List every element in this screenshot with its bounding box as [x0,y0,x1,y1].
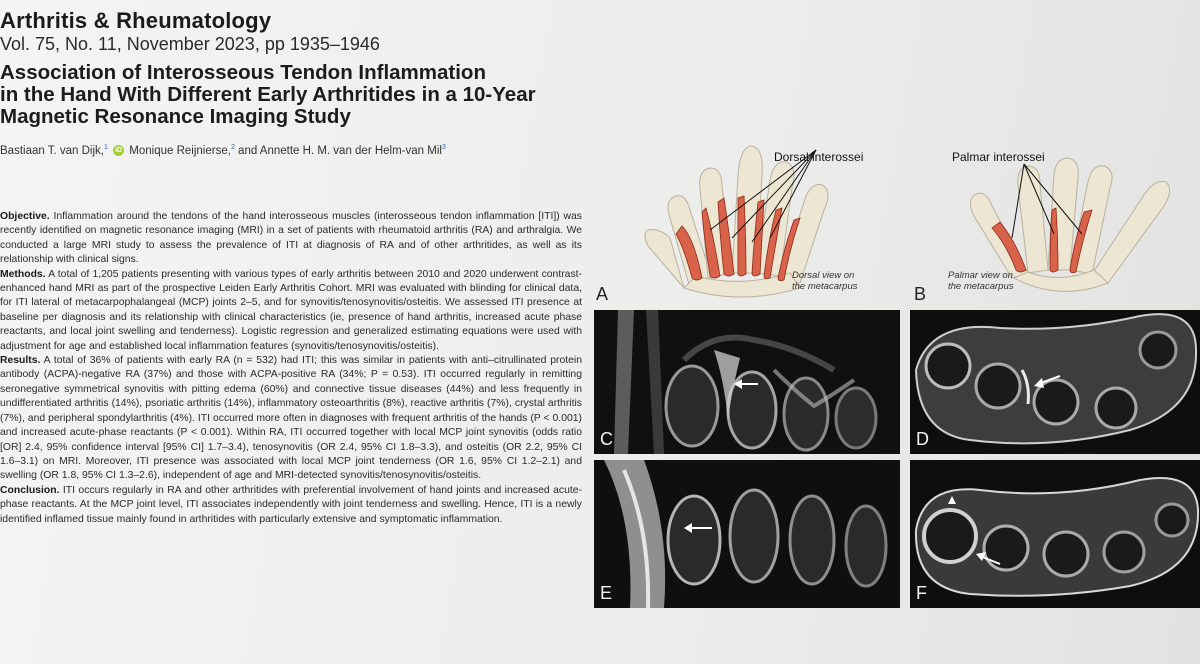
panel-letter-c: C [600,429,613,449]
palmar-interossei-label: Palmar interossei [952,150,1045,164]
panel-letter-d: D [916,429,929,449]
author-name[interactable]: and Annette H. M. van der Helm-van Mil [238,144,442,157]
volume-line: Vol. 75, No. 11, November 2023, pp 1935–1946 [0,34,380,54]
dorsal-interossei-label: Dorsal interossei [774,150,864,164]
objective-text: Inflammation around the tendons of the hand interosseous muscles (interosseous tendon inflammation [ITI]) was recently identified on magnetic resonance imaging (MRI) in a set of patients with rheumatoid arthritis (RA) and arthralgia. We conducted a large MRI study to assess the prevalence of ITI at diagnosis of RA and of other arthritides, as well as its relationship with clinical signs. [0,211,582,266]
figure [592,138,1200,664]
caption-line: Palmar view on [948,270,1013,281]
mri-coronal-image-2 [594,460,900,608]
abstract [0,210,582,527]
caption-line: the metacarpus [948,281,1014,292]
mri-axial-image-2 [910,460,1200,608]
title-line: Association of Interosseous Tendon Inflammation [0,61,486,84]
affiliation-marker: 2 [230,144,235,151]
affiliation-marker: 3 [441,144,446,151]
author-name[interactable]: Bastiaan T. van Dijk, [0,144,104,157]
methods-label: Methods. [0,268,46,280]
orcid-icon[interactable]: iD [115,147,123,155]
mri-panel-f [910,460,1200,608]
caption-line: the metacarpus [792,281,858,292]
conclusion-text: ITI occurs regularly in RA and other arthritides with preferential involvement of hand joints and increased acute-phase reactants. At the MCP joint level, ITI associates independently with joint tenderness and swelling. Hence, ITI is a newly identified inflamed tissue mainly found in arthritides with particularly extensive and symptomatic inflammation. [0,484,582,525]
caption-line: Dorsal view on [792,270,855,281]
title-line: in the Hand With Different Early Arthritides in a 10-Year [0,83,536,106]
journal-name: Arthritis & Rheumatology [0,8,272,33]
mri-coronal-image [594,310,900,454]
palmar-view-caption [948,270,1013,292]
objective-paragraph [0,210,582,268]
mri-panel-c [594,310,900,454]
results-text: A total of 36% of patients with early RA (n = 532) had ITI; this was similar in patients with anti–citrullinated protein antibody (ACPA)-negative RA (37%) and those with ACPA-positive RA (34%; P = 0.53). ITI occurred regularly in remitting seronegative symmetrical synovitis with pitting edema (60%) and connective tissue diseases (44%) and less frequently in undifferentiated arthritis (14%), psoriatic arthritis (14%), inflammatory osteoarthritis (8%), reactive arthritis (7%), crystal arthritis (7%), and peripheral spondylarthritis (4%). ITI occurred more often in diagnoses with frequent arthritis of the hands (P < 0.001) and increased acute-phase reactants (P < 0.001). Within RA, ITI occurred together with local MCP joint synovitis (odds ratio [OR] 2.4, 95% confidence interval [95% CI] 1.7–3.4), tenosynovitis (OR 2.4, 95% CI 1.8–3.3), and osteitis (OR 2.2, 95% CI 1.6–3.1) on MRI. Moreover, ITI presence was associated with local MCP joint tenderness (OR 1.6, 95% CI 1.2–2.1) and swelling (OR 1.8, 95% CI 1.3–2.6), independent of age and MRI-detected synovitis/tenosynovitis/osteitis. [0,355,582,482]
mri-axial-image [910,310,1200,454]
author-name[interactable]: Monique Reijnierse, [129,144,231,157]
panel-letter-a: A [596,284,609,304]
title-line: Magnetic Resonance Imaging Study [0,105,351,128]
mri-panel-e [594,460,900,608]
author-list [0,144,446,157]
results-paragraph [0,354,582,484]
methods-paragraph [0,268,582,354]
article-title [0,62,560,128]
conclusion-label: Conclusion. [0,484,60,496]
panel-letter-e: E [600,583,613,603]
mri-panel-d [910,310,1200,454]
dorsal-view-caption [792,270,857,292]
panel-letter-f: F [916,583,927,603]
conclusion-paragraph [0,484,582,527]
methods-text: A total of 1,205 patients presenting with various types of early arthritis between 2010 and 2020 underwent contrast-enhanced hand MRI as part of the prospective Leiden Early Arthritis Cohort. MRI was evaluated with blinding for clinical data, for ITI lateral of metacarpophalangeal (MCP) joints 2–5, and for synovitis/tenosynovitis/osteitis. We assessed ITI presence at baseline per diagnosis and its relationship with clinical characteristics (ie, presence of hand arthritis, increased acute phase reactants, and local joint swelling and tenderness). Logistic regression and generalized estimating equations were used with adjustment for age and established local inflammation features (synovitis/tenosynovitis/osteitis). [0,268,582,352]
affiliation-marker: 1 [103,144,108,151]
results-label: Results. [0,355,41,367]
panel-letter-b: B [914,284,927,304]
objective-label: Objective. [0,211,50,222]
